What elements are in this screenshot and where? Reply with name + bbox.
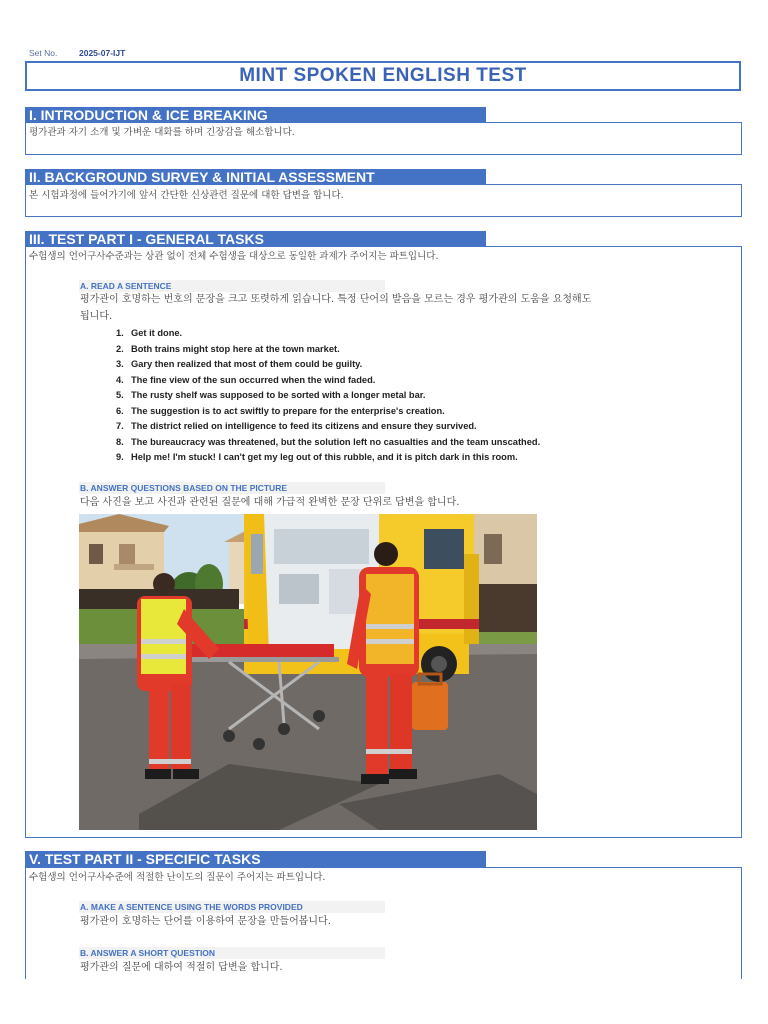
- sentence-number: 5.: [116, 390, 124, 400]
- section-background-description: 본 시험과정에 들어가기에 앞서 간단한 신상관련 질문에 대한 답변을 합니다.: [29, 190, 344, 201]
- sentence-list: [116, 326, 540, 466]
- title-box: [25, 61, 741, 91]
- sentence-text: Both trains might stop here at the town market.: [131, 343, 340, 354]
- sentence-item: [116, 419, 540, 435]
- sentence-text: The bureaucracy was threatened, but the solution left no casualties and the team unscathed.: [131, 436, 541, 447]
- sentence-text: The fine view of the sun occurred when the wind faded.: [131, 374, 376, 385]
- ambulance-photo: [79, 514, 537, 830]
- section-intro-description: 평가관과 자기 소개 및 가벼운 대화를 하며 긴장감을 해소합니다.: [29, 127, 295, 138]
- part1-a-description-line2: 됩니다.: [80, 311, 113, 322]
- sentence-item: [116, 342, 540, 358]
- sentence-text: Help me! I'm stuck! I can't get my leg out of this rubble, and it is pitch dark in this room.: [131, 452, 518, 462]
- sentence-item: [116, 326, 540, 342]
- sentence-item: [116, 450, 540, 466]
- sentence-text: The suggestion is to act swiftly to prepare for the enterprise's creation.: [131, 405, 445, 416]
- sentence-item: [116, 435, 540, 451]
- sentence-text: Get it done.: [131, 328, 183, 338]
- section-background-heading: II. BACKGROUND SURVEY & INITIAL ASSESSMENT: [25, 169, 486, 185]
- set-number-value: 2025-07-IJT: [79, 48, 126, 58]
- part1-b-title: B. ANSWER QUESTIONS BASED ON THE PICTURE: [79, 482, 385, 494]
- sentence-text: Gary then realized that most of them could be guilty.: [131, 359, 363, 369]
- sentence-number: 4.: [116, 374, 124, 385]
- part2-b-title: B. ANSWER A SHORT QUESTION: [79, 947, 385, 959]
- sentence-number: 7.: [116, 421, 124, 431]
- set-number: [29, 48, 126, 58]
- sentence-item: [116, 388, 540, 404]
- sentence-number: 8.: [116, 436, 124, 447]
- section-part1-description: 수험생의 언어구사수준과는 상관 없이 전체 수험생을 대상으로 동일한 과제가 주어지는 파트입니다.: [29, 251, 439, 262]
- set-number-label: Set No.: [29, 48, 58, 58]
- sentence-number: 6.: [116, 405, 124, 416]
- sentence-number: 9.: [116, 452, 124, 462]
- page-title: MINT SPOKEN ENGLISH TEST: [239, 65, 527, 86]
- part1-a-description: [80, 291, 591, 325]
- sentence-text: The district relied on intelligence to feed its citizens and ensure they survived.: [131, 421, 477, 431]
- sentence-number: 3.: [116, 359, 124, 369]
- part1-b-description: 다음 사진을 보고 사진과 관련된 질문에 대해 가급적 완벽한 문장 단위로 답변을 합니다.: [80, 497, 460, 508]
- part2-a-title: A. MAKE A SENTENCE USING THE WORDS PROVIDED: [79, 901, 385, 913]
- part2-b-description: 평가관의 질문에 대하여 적절히 답변을 합니다.: [80, 962, 283, 973]
- section-intro-heading: I. INTRODUCTION & ICE BREAKING: [25, 107, 486, 123]
- sentence-number: 2.: [116, 343, 124, 354]
- part1-a-title: A. READ A SENTENCE: [79, 280, 385, 292]
- sentence-number: 1.: [116, 328, 124, 338]
- section-part1-heading: III. TEST PART I - GENERAL TASKS: [25, 231, 486, 247]
- part1-a-description-line1: 평가관이 호명하는 번호의 문장을 크고 또렷하게 읽습니다. 특정 단어의 발음을 모르는 경우 평가관의 도움을 요청해도: [80, 294, 592, 305]
- sentence-text: The rusty shelf was supposed to be sorted with a longer metal bar.: [131, 390, 426, 400]
- section-part2-heading: V. TEST PART II - SPECIFIC TASKS: [25, 851, 486, 867]
- sentence-item: [116, 373, 540, 389]
- part2-a-description: 평가관이 호명하는 단어를 이용하여 문장을 만들어봅니다.: [80, 916, 331, 927]
- sentence-item: [116, 404, 540, 420]
- sentence-item: [116, 357, 540, 373]
- section-part2-description: 수험생의 언어구사수준에 적절한 난이도의 질문이 주어지는 파트입니다.: [29, 872, 326, 883]
